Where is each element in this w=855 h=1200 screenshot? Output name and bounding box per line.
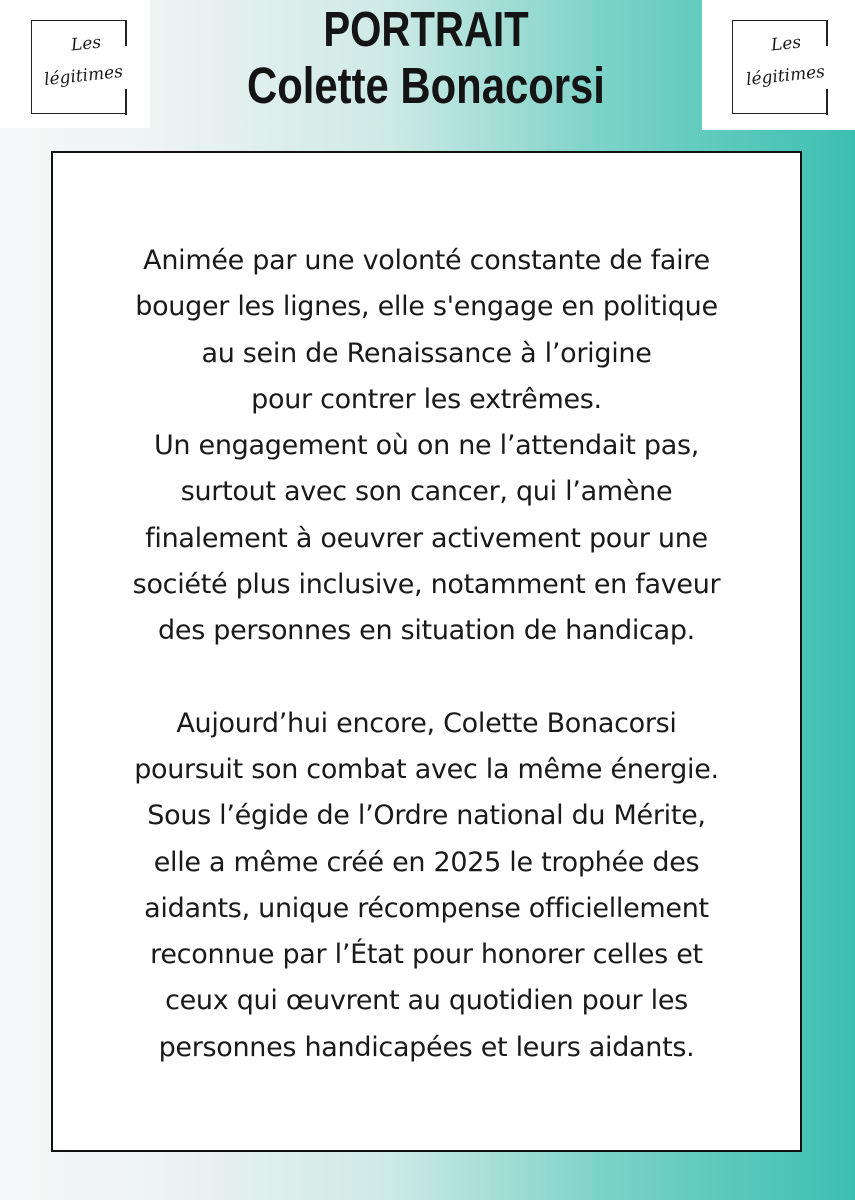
text-line: pour contrer les extrêmes. (251, 383, 602, 415)
text-line: Animée par une volonté constante de faire (143, 245, 710, 276)
logo-word-legitimes: légitimes (745, 61, 826, 91)
page-title (200, 3, 653, 114)
title-line-name: Colette Bonacorsi (247, 57, 605, 114)
text-line: personnes handicapées et leurs aidants. (158, 1031, 695, 1063)
paragraph-2 (53, 701, 800, 1071)
text-line: société plus inclusive, notamment en faveur (132, 569, 721, 601)
paragraph-1 (53, 238, 800, 655)
text-line: ceux qui œuvrent au quotidien pour les (165, 985, 688, 1017)
card-text (53, 238, 800, 1071)
text-line: des personnes en situation de handicap. (158, 615, 695, 647)
text-line: finalement à oeuvrer activement pour une (145, 522, 708, 554)
logo-word-legitimes: légitimes (43, 61, 124, 91)
text-line: reconnue par l’État pour honorer celles et (150, 939, 703, 971)
logo-word-les: Les (770, 32, 803, 56)
text-line: aidants, unique récompense officiellement (144, 892, 709, 924)
logo-right (702, 0, 855, 130)
text-line: bouger les lignes, elle s'engage en politique (135, 291, 718, 323)
text-line: elle a même créé en 2025 le trophée des (153, 846, 700, 878)
text-card (51, 151, 802, 1152)
text-line: au sein de Renaissance à l’origine (201, 337, 652, 369)
title-line-portrait: PORTRAIT (323, 3, 529, 57)
text-line: Un engagement où on ne l’attendait pas, (153, 430, 700, 462)
logo-word-les: Les (70, 32, 103, 56)
logo-left (0, 0, 150, 128)
text-line: Sous l’égide de l’Ordre national du Mérite, (147, 800, 706, 832)
text-line: Aujourd’hui encore, Colette Bonacorsi (176, 707, 677, 739)
text-line: poursuit son combat avec la même énergie. (134, 753, 719, 785)
text-line: surtout avec son cancer, qui l’amène (180, 476, 673, 508)
